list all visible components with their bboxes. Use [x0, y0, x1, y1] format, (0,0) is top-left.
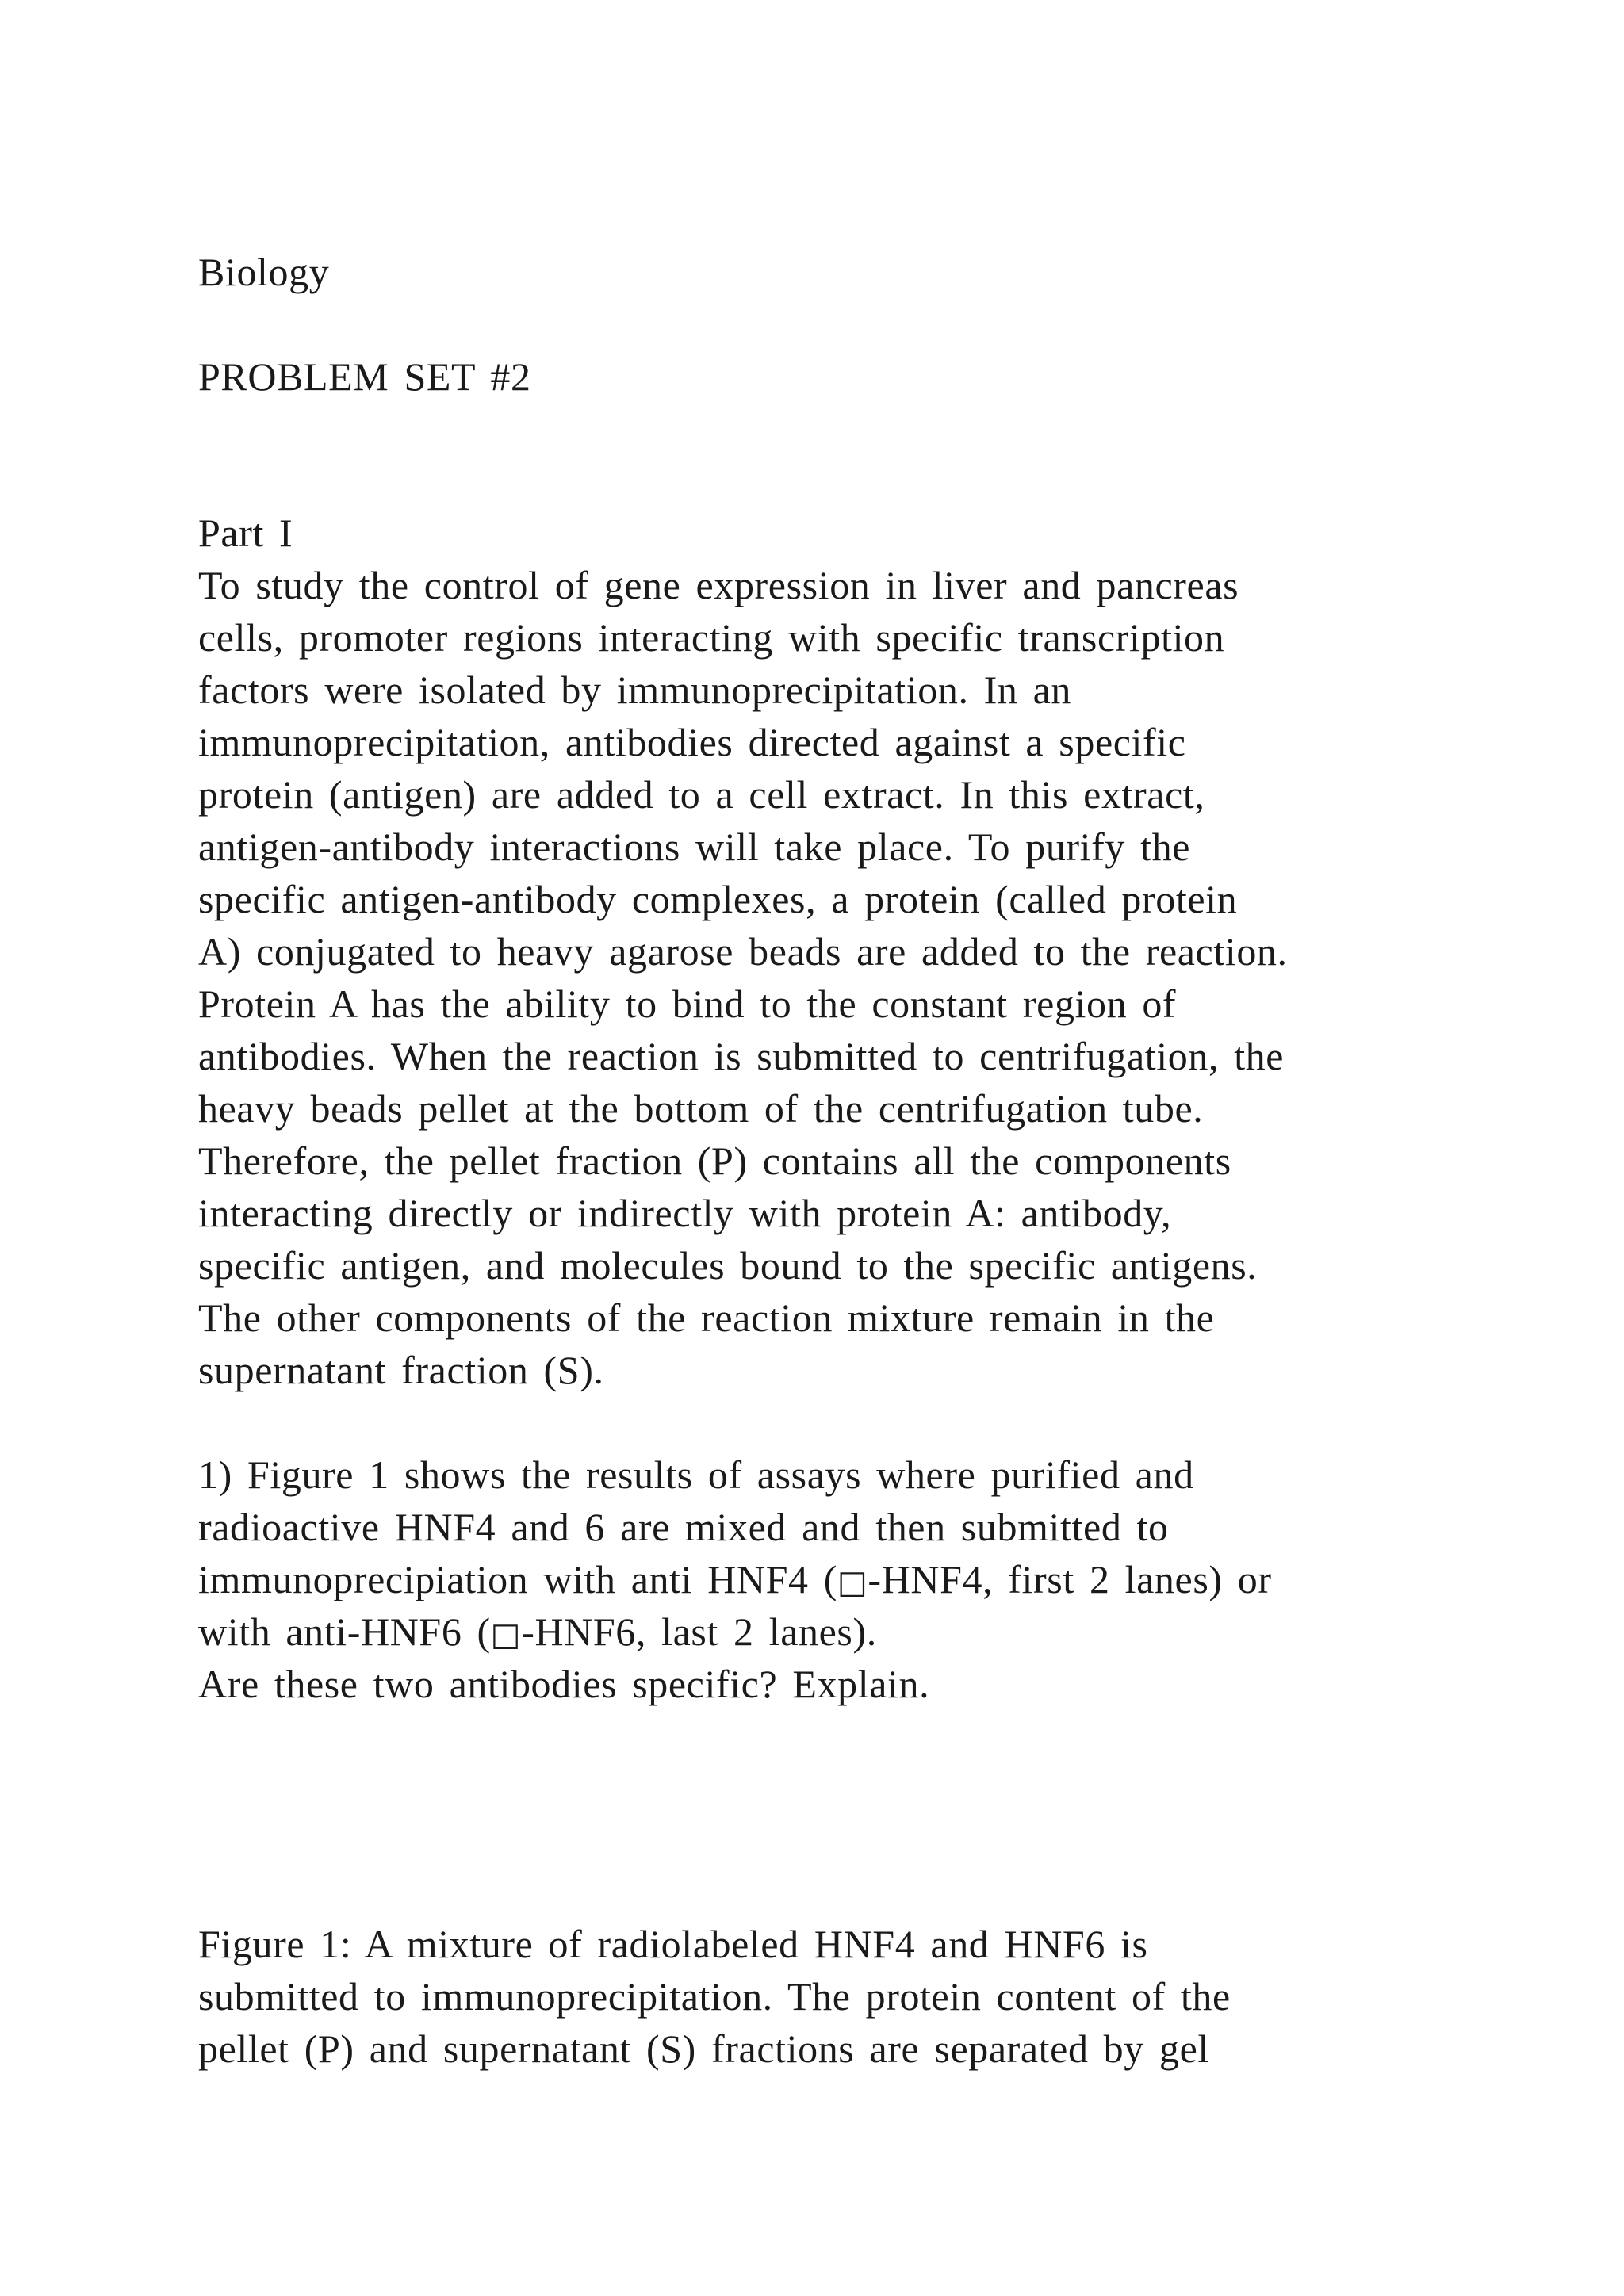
problem-set-title: PROBLEM SET #2	[198, 354, 531, 399]
missing-glyph-icon: □	[837, 1564, 868, 1601]
intro-line: specific antigen, and molecules bound to the specific antigens.	[198, 1243, 1258, 1288]
intro-line: specific antigen-antibody complexes, a protein (called protein	[198, 877, 1238, 921]
caption-line: submitted to immunoprecipitation. The protein content of the	[198, 1974, 1231, 2019]
question-text: immunoprecipiation with anti HNF4 (	[198, 1557, 838, 1601]
intro-line: antibodies. When the reaction is submitted to centrifugation, the	[198, 1034, 1285, 1078]
question-line	[198, 1605, 877, 1661]
intro-line: immunoprecipitation, antibodies directed against a specific	[198, 720, 1186, 764]
subject-heading: Biology	[198, 250, 330, 294]
question-line	[198, 1553, 1272, 1609]
intro-line: supernatant fraction (S).	[198, 1348, 604, 1392]
part-heading: Part I	[198, 511, 293, 555]
intro-line: factors were isolated by immunoprecipitation. In an	[198, 668, 1071, 712]
intro-line: A) conjugated to heavy agarose beads are added to the reaction.	[198, 929, 1288, 974]
intro-line: heavy beads pellet at the bottom of the centrifugation tube.	[198, 1086, 1204, 1131]
missing-glyph-icon: □	[490, 1617, 522, 1653]
intro-line: To study the control of gene expression in liver and pancreas	[198, 563, 1239, 607]
intro-line: Therefore, the pellet fraction (P) contains all the components	[198, 1138, 1231, 1183]
intro-line: interacting directly or indirectly with protein A: antibody,	[198, 1191, 1172, 1235]
caption-line: pellet (P) and supernatant (S) fractions are separated by gel	[198, 2026, 1209, 2071]
question-line: 1) Figure 1 shows the results of assays where purified and	[198, 1452, 1194, 1497]
intro-line: protein (antigen) are added to a cell extract. In this extract,	[198, 772, 1205, 817]
question-text: -HNF4, first 2 lanes) or	[868, 1557, 1272, 1601]
question-text: with anti-HNF6 (	[198, 1609, 491, 1654]
intro-line: cells, promoter regions interacting with specific transcription	[198, 615, 1225, 660]
question-line: radioactive HNF4 and 6 are mixed and then submitted to	[198, 1505, 1169, 1549]
intro-line: The other components of the reaction mixture remain in the	[198, 1295, 1215, 1340]
intro-line: Protein A has the ability to bind to the constant region of	[198, 982, 1177, 1026]
question-text: -HNF6, last 2 lanes).	[521, 1609, 877, 1654]
intro-line: antigen-antibody interactions will take place. To purify the	[198, 825, 1190, 869]
document-page	[198, 0, 1546, 2296]
question-line: Are these two antibodies specific? Explain.	[198, 1662, 930, 1706]
caption-line: Figure 1: A mixture of radiolabeled HNF4 and HNF6 is	[198, 1922, 1148, 1966]
